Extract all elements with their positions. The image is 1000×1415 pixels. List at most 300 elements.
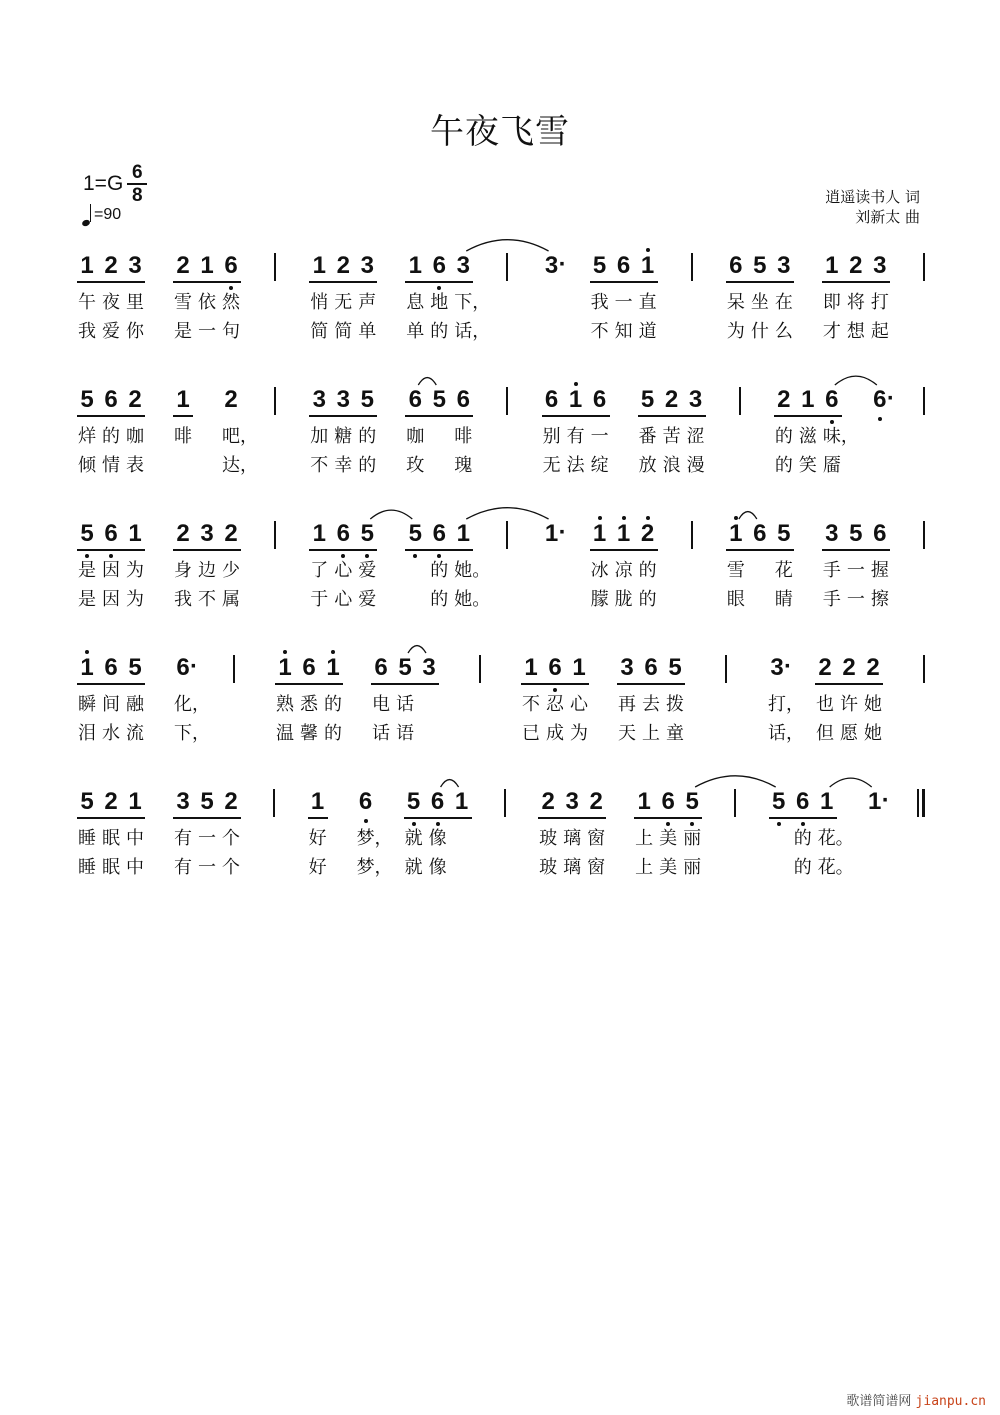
note: [584, 787, 608, 897]
lyric-verse-2: 才: [822, 321, 841, 342]
quarter-note-icon: [82, 204, 92, 226]
lyric-verse-2: 已: [522, 723, 540, 744]
note-digit: 2: [224, 788, 238, 815]
low-octave-dot-icon: [777, 822, 781, 826]
note-digit: 2: [866, 654, 880, 681]
note: [75, 787, 99, 897]
score-line: [75, 385, 925, 495]
note: [588, 519, 612, 629]
note: [588, 251, 612, 361]
lyric-verse-1: 一: [614, 292, 633, 313]
note-group: [540, 251, 567, 361]
final-barline: [917, 789, 925, 817]
high-octave-dot-icon: [622, 516, 626, 520]
note: [297, 653, 321, 763]
note-digit: 5: [200, 788, 214, 815]
note-digit: 2: [176, 252, 190, 279]
lyric-verse-1: 地: [430, 292, 449, 313]
note: [219, 519, 243, 629]
lyric-verse-1: 的: [793, 828, 812, 849]
lyric-verse-1: 午: [78, 292, 96, 313]
note-digit: 6: [825, 386, 839, 413]
note: [748, 519, 772, 629]
beamed-note-group: [403, 385, 475, 495]
measure: [75, 653, 210, 763]
note: [171, 787, 195, 897]
note-digit: 6: [430, 788, 445, 815]
lyric-verse-2: 温: [276, 723, 294, 744]
lyric-verse-1: 拨: [666, 694, 684, 715]
lyric-verse-1: 个: [222, 828, 240, 849]
note-digit: 1: [408, 252, 422, 279]
note-digit: 1: [524, 654, 538, 681]
note-digit: 5: [685, 788, 699, 815]
lyric-verse-2: 上: [635, 857, 654, 878]
note-digit: 3: [456, 252, 470, 279]
note: [99, 385, 123, 495]
lyric-verse-1: 然: [222, 292, 240, 313]
lyric-verse-2: 为: [126, 589, 144, 610]
note-digit: 2: [336, 252, 350, 279]
note-digit: 6: [544, 386, 559, 413]
lyric-verse-1: 的: [638, 560, 657, 581]
note-digit: 1: [128, 520, 142, 547]
note: [75, 519, 99, 629]
lyric-verse-1: 身: [174, 560, 192, 581]
lyric-verse-1: 味，: [822, 426, 859, 447]
lyric-verse-1: 好: [308, 828, 327, 849]
lyric-verse-1: 息: [406, 292, 425, 313]
note-digit: 6: [796, 788, 810, 815]
note: [815, 787, 854, 897]
lyric-verse-2: 表: [126, 455, 144, 476]
measure: [540, 251, 660, 361]
note-digit: 5: [753, 252, 767, 279]
barline: [923, 655, 925, 683]
beamed-note-group: [403, 251, 491, 361]
beamed-note-group: [75, 519, 147, 629]
lyric-verse-2: 我: [78, 321, 96, 342]
note: [567, 653, 591, 763]
note-digit: 5: [668, 654, 682, 681]
note-digit: 3: [200, 520, 214, 547]
low-octave-dot-icon: [85, 554, 89, 558]
note-digit: 5: [432, 386, 446, 413]
low-octave-dot-icon: [690, 822, 694, 826]
note-digit: 2: [541, 788, 555, 815]
note: [536, 787, 560, 897]
beamed-note-group: [772, 385, 859, 495]
lyric-verse-1: 一: [198, 828, 216, 849]
slur-arc: [695, 776, 776, 787]
note: [796, 385, 820, 495]
note-digit: 5: [128, 654, 142, 681]
note: [123, 787, 147, 897]
note: [75, 385, 99, 495]
watermark-cn: 歌谱简谱网: [846, 1394, 912, 1409]
note: [321, 653, 345, 763]
lyric-verse-1: 直: [638, 292, 657, 313]
lyric-verse-1: 心: [570, 694, 588, 715]
credits: [825, 187, 920, 227]
low-octave-dot-icon: [412, 822, 416, 826]
lyric-verse-1: 悉: [300, 694, 318, 715]
lyric-verse-2: 笑: [798, 455, 817, 476]
beamed-note-group: [519, 653, 591, 763]
note-digit: 2: [842, 654, 856, 681]
lyric-verse-1: 忍: [546, 694, 564, 715]
barline: [923, 387, 925, 415]
low-octave-dot-icon: [413, 554, 417, 558]
note: [868, 385, 895, 495]
lyric-verse-1: 窗: [587, 828, 606, 849]
note-digit: 5: [640, 386, 655, 413]
note-digit: 2: [640, 520, 655, 547]
low-octave-dot-icon: [229, 286, 233, 290]
note-digit: 1: [278, 654, 292, 681]
note: [99, 787, 123, 897]
note: [195, 519, 219, 629]
lyric-verse-1: 边: [198, 560, 216, 581]
note-digit: 3: [565, 788, 579, 815]
note: [868, 519, 892, 629]
lyric-verse-1: 悄: [310, 292, 329, 313]
lyric-verse-1: 去: [642, 694, 660, 715]
lyric-verse-1: 的: [774, 426, 793, 447]
lyric-verse-2: 想: [846, 321, 865, 342]
note-digit: 5: [80, 788, 94, 815]
lyric-verse-2: 眼: [726, 589, 745, 610]
barline: [274, 521, 276, 549]
lyric-verse-2: 睛: [774, 589, 793, 610]
lyric-verse-1: 依: [198, 292, 216, 313]
note-digit: 6: [873, 386, 887, 413]
measure: [273, 653, 441, 763]
lyric-verse-1: 我: [590, 292, 609, 313]
note-digit: 6: [336, 520, 350, 547]
lyric-verse-2: 简: [310, 321, 329, 342]
note: [791, 787, 815, 897]
note: [543, 653, 567, 763]
note: [639, 653, 663, 763]
note-digit: 1: [312, 520, 326, 547]
note-digit: 6: [176, 654, 190, 681]
lyric-verse-2: 不: [590, 321, 609, 342]
note-digit: 5: [772, 788, 786, 815]
lyric-verse-2: 就: [404, 857, 423, 878]
lyric-verse-1: 番: [638, 426, 657, 447]
high-octave-dot-icon: [598, 516, 602, 520]
low-octave-dot-icon: [666, 822, 670, 826]
note-digit: 2: [176, 520, 190, 547]
note: [663, 653, 687, 763]
note: [660, 385, 684, 495]
note-digit: 1: [80, 252, 94, 279]
note-digit: 5: [408, 520, 422, 547]
lyric-verse-1: 雪: [174, 292, 192, 313]
lyric-verse-2: 属: [222, 589, 240, 610]
note-digit: 3: [825, 520, 839, 547]
lyric-verse-1: 啡: [174, 426, 192, 447]
note-digit: 6: [104, 520, 118, 547]
note: [307, 251, 331, 361]
note: [273, 653, 297, 763]
lyric-verse-2: 的: [793, 857, 812, 878]
note-digit: 1: [640, 252, 655, 279]
lyric-verse-1: 上: [635, 828, 654, 849]
beamed-note-group: [403, 519, 491, 629]
lyric-verse-1: 声: [358, 292, 377, 313]
note-digit: 3: [777, 252, 791, 279]
note-digit: 1: [820, 788, 834, 815]
measure: [540, 519, 660, 629]
beamed-note-group: [171, 251, 243, 361]
lyric-verse-2: 丽: [683, 857, 702, 878]
note: [306, 787, 330, 897]
augmentation-dot-icon: ·: [784, 653, 792, 680]
lyric-verse-1: 的: [430, 560, 449, 581]
note-digit: 1: [572, 654, 586, 681]
note: [765, 653, 804, 763]
lyric-verse-1: 啡: [454, 426, 473, 447]
note-digit: 5: [592, 252, 607, 279]
note-digit: 5: [849, 520, 863, 547]
note: [680, 787, 704, 897]
note: [519, 653, 543, 763]
note: [540, 519, 567, 629]
note: [427, 519, 451, 629]
lyric-verse-2: 我: [174, 589, 192, 610]
note-digit: 1: [456, 520, 470, 547]
note: [354, 787, 393, 897]
lyric-verse-1: 夜: [102, 292, 120, 313]
note-digit: 1: [80, 654, 94, 681]
note-digit: 1: [868, 788, 882, 815]
lyric-verse-2: 句: [222, 321, 240, 342]
lyric-verse-1: 有: [174, 828, 192, 849]
note: [636, 519, 660, 629]
lyric-verse-2: 梦，: [356, 857, 393, 878]
lyric-verse-1: 的: [324, 694, 342, 715]
note-digit: 6: [753, 520, 767, 547]
note: [772, 251, 796, 361]
lyric-verse-2: 愿: [840, 723, 858, 744]
beamed-note-group: [75, 251, 147, 361]
note: [427, 385, 451, 495]
lyric-verse-1: 为: [126, 560, 144, 581]
note: [612, 251, 636, 361]
lyric-verse-2: 话: [372, 723, 390, 744]
beamed-note-group: [171, 787, 243, 897]
note-digit: 2: [589, 788, 603, 815]
lyric-verse-1: 心: [334, 560, 353, 581]
barline: [725, 655, 727, 683]
note-digit: 6: [104, 386, 118, 413]
score-line: [75, 653, 925, 763]
note-digit: 6: [224, 252, 238, 279]
lyric-verse-2: 花。: [817, 857, 854, 878]
measure: [306, 787, 474, 897]
note: [219, 251, 243, 361]
lyric-verse-2: 眠: [102, 857, 120, 878]
low-octave-dot-icon: [341, 554, 345, 558]
beamed-note-group: [820, 519, 892, 629]
note: [820, 385, 859, 495]
lyric-verse-2: 话，: [454, 321, 491, 342]
beamed-note-group: [724, 519, 796, 629]
lyric-verse-2: 她。: [454, 589, 491, 610]
note-digit: 5: [360, 386, 374, 413]
note-digit: 1: [825, 252, 839, 279]
lyric-verse-1: 的: [358, 426, 377, 447]
note: [767, 787, 791, 897]
beamed-note-group: [724, 251, 796, 361]
note: [636, 385, 660, 495]
measure: [307, 519, 491, 629]
note: [636, 251, 660, 361]
note-digit: 3: [360, 252, 374, 279]
note: [402, 787, 426, 897]
lyric-verse-1: 融: [126, 694, 144, 715]
song-title: 午夜飞雪: [430, 112, 570, 152]
low-octave-dot-icon: [437, 554, 441, 558]
slur-arc: [830, 778, 872, 787]
beamed-note-group: [636, 385, 708, 495]
barline: [479, 655, 481, 683]
watermark: [846, 1390, 986, 1409]
lyric-verse-2: 简: [334, 321, 353, 342]
low-octave-dot-icon: [436, 822, 440, 826]
watermark-url: jianpu.cn: [915, 1394, 986, 1409]
measure: [540, 385, 708, 495]
note-digit: 5: [777, 520, 791, 547]
lyric-verse-1: 再: [618, 694, 636, 715]
note-digit: 2: [849, 252, 863, 279]
lyric-verse-1: 她: [864, 694, 882, 715]
lyric-verse-2: 瑰: [454, 455, 473, 476]
lyric-verse-2: 心: [334, 589, 353, 610]
tempo-label: =90: [94, 206, 122, 223]
note-digit: 6: [432, 252, 446, 279]
barline: [923, 253, 925, 281]
lyric-verse-2: 天: [618, 723, 636, 744]
note: [868, 251, 892, 361]
lyric-verse-2: 靥: [822, 455, 841, 476]
lyric-verse-1: 玻: [539, 828, 558, 849]
beamed-note-group: [273, 653, 345, 763]
lyric-verse-1: 是: [78, 560, 96, 581]
lyric-verse-1: 眠: [102, 828, 120, 849]
note: [307, 519, 331, 629]
note-digit: 5: [80, 520, 94, 547]
note: [772, 385, 796, 495]
note-digit: 1: [310, 788, 325, 815]
lyric-verse-2: 个: [222, 857, 240, 878]
lyric-verse-1: 就: [404, 828, 423, 849]
note-digit: 6: [548, 654, 562, 681]
lyric-verse-1: 呆: [726, 292, 745, 313]
note: [656, 787, 680, 897]
high-octave-dot-icon: [283, 650, 287, 654]
lyric-verse-2: 么: [774, 321, 793, 342]
lyric-verse-1: 中: [126, 828, 144, 849]
lyricist: 逍遥读书人 词: [825, 188, 920, 206]
note: [684, 385, 708, 495]
lyric-verse-2: 无: [542, 455, 561, 476]
note: [813, 653, 837, 763]
note-digit: 2: [128, 386, 142, 413]
note-digit: 6: [456, 386, 470, 413]
lyric-verse-2: 知: [614, 321, 633, 342]
beamed-note-group: [540, 385, 612, 495]
barline: [274, 253, 276, 281]
augmentation-dot-icon: ·: [886, 385, 895, 412]
lyric-verse-1: 的: [102, 426, 120, 447]
beamed-note-group: [615, 653, 687, 763]
note: [564, 385, 588, 495]
note: [171, 653, 210, 763]
lyric-verse-2: 因: [102, 589, 120, 610]
note: [171, 385, 195, 495]
note-digit: 2: [104, 252, 118, 279]
measure: [307, 385, 475, 495]
lyric-verse-2: 道: [638, 321, 657, 342]
lyric-verse-2: 为: [726, 321, 745, 342]
lyric-verse-2: 法: [566, 455, 585, 476]
slur-arc: [466, 508, 548, 519]
lyric-verse-1: 瞬: [78, 694, 96, 715]
lyric-verse-2: 的: [774, 455, 793, 476]
tempo-marking: [82, 204, 121, 226]
note: [355, 385, 379, 495]
lyric-verse-1: 少: [222, 560, 240, 581]
beamed-note-group: [813, 653, 885, 763]
note-group: [540, 519, 567, 629]
note: [451, 251, 491, 361]
note: [748, 251, 772, 361]
lyric-verse-2: 于: [310, 589, 329, 610]
composer: 刘新太 曲: [855, 208, 920, 226]
barline: [506, 521, 508, 549]
lyric-verse-2: 浪: [662, 455, 681, 476]
lyric-verse-2: 好: [308, 857, 327, 878]
lyric-verse-2: 她: [864, 723, 882, 744]
note-digit: 1: [592, 520, 607, 547]
note: [540, 251, 567, 361]
barline: [273, 789, 275, 817]
note-digit: 3: [128, 252, 142, 279]
note: [724, 519, 748, 629]
lyric-verse-1: 她。: [454, 560, 491, 581]
lyric-verse-2: 单: [406, 321, 425, 342]
beamed-note-group: [536, 787, 608, 897]
beamed-note-group: [307, 519, 379, 629]
barline: [734, 789, 736, 817]
score-line: [75, 251, 925, 361]
note-digit: 1: [544, 520, 559, 547]
lyric-verse-1: 爱: [358, 560, 377, 581]
lyric-verse-2: 童: [666, 723, 684, 744]
lyric-verse-1: 加: [310, 426, 329, 447]
lyric-verse-2: 绽: [590, 455, 609, 476]
lyric-verse-2: 的: [638, 589, 657, 610]
note-digit: 6: [408, 386, 422, 413]
augmentation-dot-icon: ·: [558, 251, 567, 278]
high-octave-dot-icon: [574, 382, 578, 386]
lyric-verse-2: 单: [358, 321, 377, 342]
slur-arc: [408, 646, 426, 653]
lyric-verse-2: 睡: [78, 857, 96, 878]
